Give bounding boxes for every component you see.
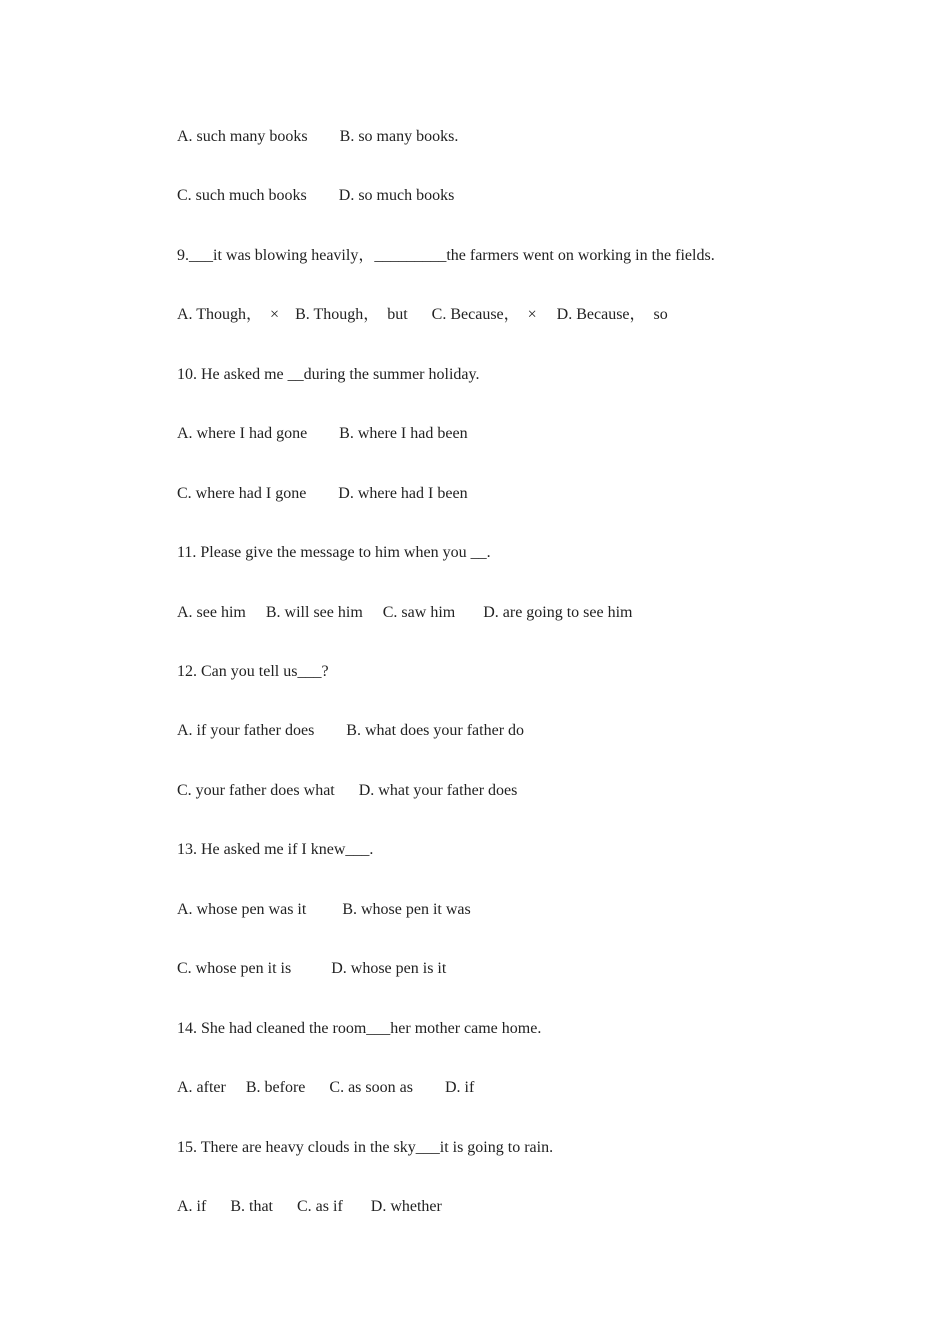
option-line-q14: A. after B. before C. as soon as D. if xyxy=(177,1079,475,1096)
question-9: 9.___it was blowing heavily，_________the farmers went on working in the fields. xyxy=(177,247,715,264)
question-14: 14. She had cleaned the room___her mother came home. xyxy=(177,1020,542,1037)
option-line-q10-ab: A. where I had gone B. where I had been xyxy=(177,425,468,442)
option-line-q8-ab: A. such many books B. so many books. xyxy=(177,128,459,145)
option-line-q8-cd: C. such much books D. so much books xyxy=(177,187,455,204)
option-line-q13-cd: C. whose pen it is D. whose pen is it xyxy=(177,960,447,977)
option-line-q12-ab: A. if your father does B. what does your father do xyxy=(177,722,525,739)
option-line-q15: A. if B. that C. as if D. whether xyxy=(177,1198,442,1215)
option-line-q11: A. see him B. will see him C. saw him D. are going to see him xyxy=(177,604,633,621)
option-line-q9: A. Though， × B. Though， but C. Because， × D. Because， so xyxy=(177,306,668,323)
question-12: 12. Can you tell us___? xyxy=(177,663,329,680)
option-line-q12-cd: C. your father does what D. what your father does xyxy=(177,782,518,799)
option-line-q13-ab: A. whose pen was it B. whose pen it was xyxy=(177,901,471,918)
question-15: 15. There are heavy clouds in the sky___it is going to rain. xyxy=(177,1139,554,1156)
question-13: 13. He asked me if I knew___. xyxy=(177,841,374,858)
question-10: 10. He asked me __during the summer holiday. xyxy=(177,366,480,383)
question-11: 11. Please give the message to him when you __. xyxy=(177,544,491,561)
option-line-q10-cd: C. where had I gone D. where had I been xyxy=(177,485,468,502)
